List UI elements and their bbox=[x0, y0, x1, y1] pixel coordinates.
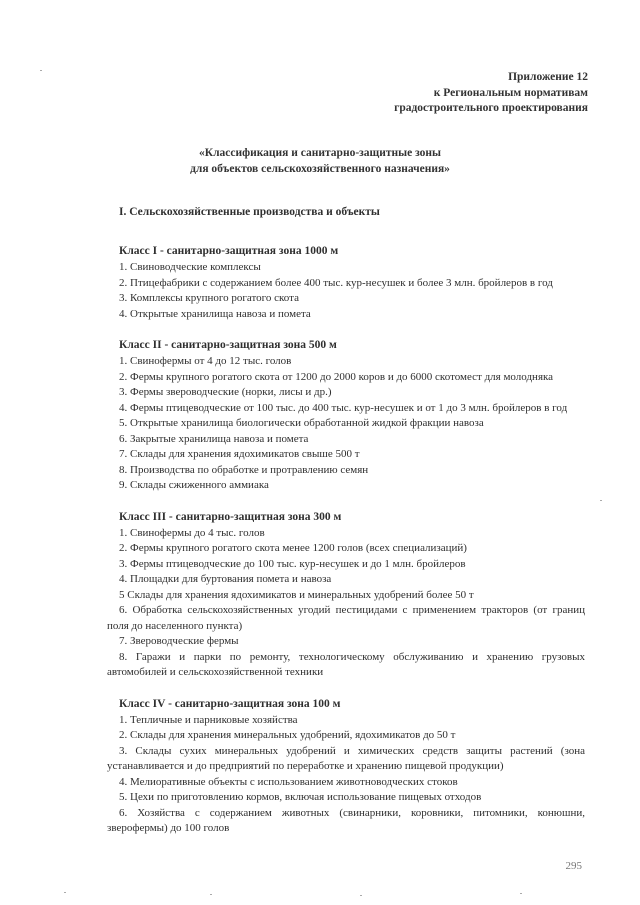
list-item: 4. Открытые хранилища навоза и помета bbox=[119, 307, 311, 320]
scan-speck bbox=[600, 500, 602, 501]
list-item: 1. Тепличные и парниковые хозяйства bbox=[119, 713, 298, 726]
class-title: Класс I - санитарно-защитная зона 1000 м bbox=[119, 245, 339, 257]
list-item: 4. Фермы птицеводческие от 100 тыс. до 400 тыс. кур-несушек и от 1 до 3 млн. бройлеров в год bbox=[119, 401, 568, 414]
list-item: 3. Комплексы крупного рогатого скота bbox=[119, 292, 299, 304]
list-item: 7. Звероводческие фермы bbox=[119, 635, 239, 647]
document-title bbox=[0, 146, 640, 177]
list-item: 4. Мелиоративные объекты с использованием животноводческих стоков bbox=[119, 775, 458, 788]
appendix-line: Приложение 12 bbox=[508, 71, 588, 83]
list-item: 1. Свинофермы до 4 тыс. голов bbox=[119, 526, 265, 539]
list-item: 1. Свиноводческие комплексы bbox=[119, 261, 261, 273]
scan-speck bbox=[40, 70, 42, 71]
class-block-4 bbox=[107, 697, 585, 837]
class-block-3 bbox=[107, 510, 585, 681]
list-item: 5. Цехи по приготовлению кормов, включая использование пищевых отходов bbox=[119, 791, 482, 803]
appendix-line: к Региональным нормативам bbox=[433, 86, 588, 99]
list-item: 2. Склады для хранения минеральных удобрений, ядохимикатов до 50 т bbox=[119, 729, 456, 741]
list-item: 8. Производства по обработке и протравлению семян bbox=[119, 463, 369, 476]
title-line: для объектов сельскохозяйственного назначения» bbox=[190, 162, 450, 175]
appendix-header bbox=[394, 70, 588, 117]
list-item: 3. Фермы птицеводческие до 100 тыс. кур-несушек и до 1 млн. бройлеров bbox=[119, 557, 466, 570]
scan-speck bbox=[64, 892, 66, 893]
list-item: 2. Фермы крупного рогатого скота менее 1200 голов (всех специализаций) bbox=[119, 542, 467, 554]
list-item: 3. Склады сухих минеральных удобрений и химических средств защиты растений (зона устанавливается и до предприятий по переработке и хранению пищевой продукции) bbox=[107, 744, 585, 772]
scan-speck bbox=[520, 893, 522, 894]
list-item: 3. Фермы звероводческие (норки, лисы и др.) bbox=[119, 386, 332, 398]
title-line: «Классификация и санитарно-защитные зоны bbox=[199, 147, 441, 159]
scan-speck bbox=[360, 895, 362, 896]
list-item: 6. Закрытые хранилища навоза и помета bbox=[119, 432, 309, 445]
list-item: 5. Открытые хранилища биологически обработанной жидкой фракции навоза bbox=[119, 417, 484, 429]
section-title: I. Сельскохозяйственные производства и объекты bbox=[119, 206, 380, 218]
class-block-2 bbox=[107, 338, 585, 494]
scan-speck bbox=[210, 894, 212, 895]
list-item: 5 Склады для хранения ядохимикатов и минеральных удобрений более 50 т bbox=[119, 588, 474, 601]
appendix-line: градостроительного проектирования bbox=[394, 102, 588, 114]
page-number: 295 bbox=[565, 860, 582, 872]
class-title: Класс II - санитарно-защитная зона 500 м bbox=[119, 339, 337, 351]
list-item: 6. Обработка сельскохозяйственных угодий пестицидами с применением тракторов (от границ поля до населенного пункта) bbox=[107, 604, 585, 632]
class-title: Класс III - санитарно-защитная зона 300 м bbox=[119, 510, 342, 523]
list-item: 4. Площадки для буртования помета и навоза bbox=[119, 573, 332, 585]
class-title: Класс IV - санитарно-защитная зона 100 м bbox=[119, 697, 341, 710]
list-item: 6. Хозяйства с содержанием животных (свинарники, коровники, питомники, конюшни, зверофермы) до 100 голов bbox=[107, 806, 585, 834]
list-item: 9. Склады сжиженного аммиака bbox=[119, 479, 269, 491]
list-item: 7. Склады для хранения ядохимикатов свыше 500 т bbox=[119, 448, 360, 460]
list-item: 8. Гаражи и парки по ремонту, технологическому обслуживанию и хранению грузовых автомобилей и сельскохозяйственной техники bbox=[107, 650, 585, 678]
list-item: 2. Птицефабрики с содержанием более 400 тыс. кур-несушек и более 3 млн. бройлеров в год bbox=[119, 276, 553, 289]
document-body bbox=[107, 205, 585, 853]
list-item: 1. Свинофермы от 4 до 12 тыс. голов bbox=[119, 355, 292, 367]
list-item: 2. Фермы крупного рогатого скота от 1200 до 2000 коров и до 6000 скотомест для молодняка bbox=[119, 370, 554, 383]
class-block-1 bbox=[107, 244, 585, 322]
